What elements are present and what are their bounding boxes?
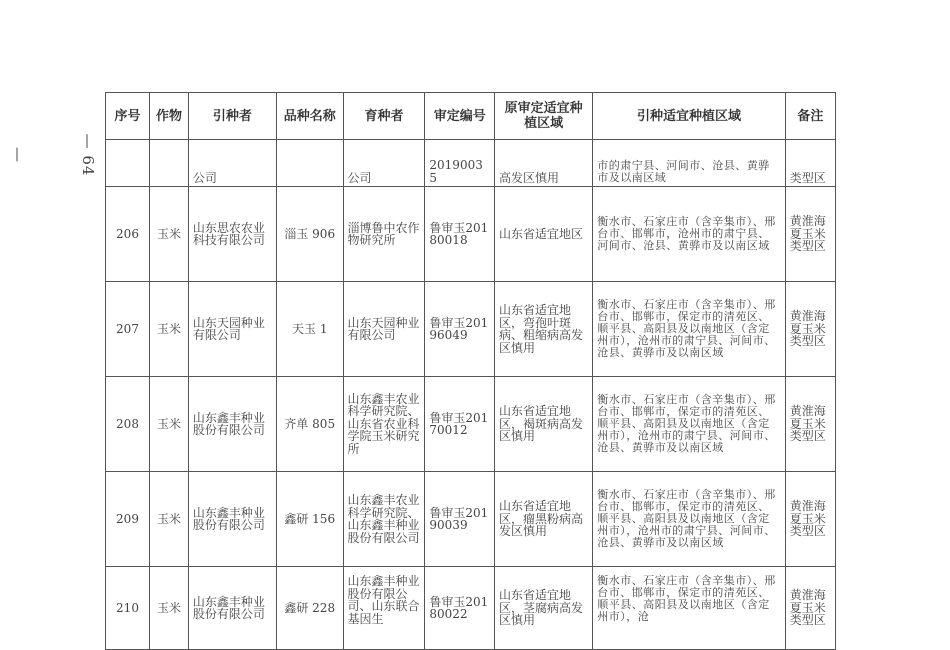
cell-remark: 黄淮海夏玉米类型区	[785, 472, 835, 567]
header-breeder: 育种者	[343, 93, 425, 140]
header-approval: 审定编号	[425, 93, 495, 140]
header-applicant: 引种者	[188, 93, 276, 140]
cell-remark: 类型区	[785, 140, 835, 187]
cell-orig-area: 山东省适宜地区，茎腐病高发区慎用	[495, 567, 593, 650]
cell-applicant: 山东鑫丰种业股份有限公司	[188, 567, 276, 650]
cell-applicant: 山东天园种业有限公司	[188, 282, 276, 377]
cell-applicant: 山东思农农业科技有限公司	[188, 187, 276, 282]
cell-crop	[150, 140, 189, 187]
cell-applicant: 山东鑫丰种业股份有限公司	[188, 472, 276, 567]
cell-no: 210	[106, 567, 150, 650]
cell-orig-area: 山东省适宜地区，褐斑病高发区慎用	[495, 377, 593, 472]
header-no: 序号	[106, 93, 150, 140]
cell-variety: 淄玉 906	[276, 187, 343, 282]
table-row	[106, 472, 836, 567]
cell-intro-area: 衡水市、石家庄市（含辛集市）、邢台市、邯郸市，保定市的清苑区、顺平县、高阳县及以南地区（含定州市），沧州市的肃宁县、河间市、沧县、黄骅市及以南区域	[593, 377, 785, 472]
cell-no: 208	[106, 377, 150, 472]
cell-approval: 20190035	[425, 140, 495, 187]
table-row	[106, 282, 836, 377]
cell-crop: 玉米	[150, 282, 189, 377]
cell-remark: 黄淮海夏玉米类型区	[785, 282, 835, 377]
header-row	[106, 93, 836, 140]
cell-breeder: 山东鑫丰农业科学研究院、山东省农业科学院玉米研究所	[343, 377, 425, 472]
cell-breeder: 淄博鲁中农作物研究所	[343, 187, 425, 282]
cell-intro-area: 衡水市、石家庄市（含辛集市）、邢台市、邯郸市，沧州市的肃宁县、河间市、沧县、黄骅市及以南区域	[593, 187, 785, 282]
header-intro-area: 引种适宜种植区域	[593, 93, 785, 140]
cell-applicant: 山东鑫丰种业股份有限公司	[188, 377, 276, 472]
cell-intro-area: 衡水市、石家庄市（含辛集市）、邢台市、邯郸市，保定市的清苑区、顺平县、高阳县及以南地区（含定州市），沧	[593, 567, 785, 650]
cell-applicant: 公司	[188, 140, 276, 187]
cell-variety: 鑫研 156	[276, 472, 343, 567]
header-remark: 备注	[785, 93, 835, 140]
cell-orig-area: 山东省适宜地区，瘤黑粉病高发区慎用	[495, 472, 593, 567]
cell-intro-area: 衡水市、石家庄市（含辛集市）、邢台市、邯郸市，保定市的清苑区、顺平县、高阳县及以南地区（含定州市），沧州市的肃宁县、河间市、沧县、黄骅市及以南区域	[593, 472, 785, 567]
table-row-continuation	[106, 140, 836, 187]
cell-no: 207	[106, 282, 150, 377]
cell-intro-area: 市的肃宁县、河间市、沧县、黄骅市及以南区域	[593, 140, 785, 187]
cell-orig-area: 山东省适宜地区，弯孢叶斑病、粗缩病高发区慎用	[495, 282, 593, 377]
cell-no	[106, 140, 150, 187]
cell-remark: 黄淮海夏玉米类型区	[785, 187, 835, 282]
header-variety: 品种名称	[276, 93, 343, 140]
cell-approval: 鲁审玉20190039	[425, 472, 495, 567]
cell-crop: 玉米	[150, 377, 189, 472]
cell-approval: 鲁审玉20180018	[425, 187, 495, 282]
header-crop: 作物	[150, 93, 189, 140]
cell-orig-area: 高发区慎用	[495, 140, 593, 187]
cell-remark: 黄淮海夏玉米类型区	[785, 377, 835, 472]
page-number: — 64 —	[9, 133, 97, 177]
cell-variety: 齐单 805	[276, 377, 343, 472]
cell-breeder: 山东天园种业有限公司	[343, 282, 425, 377]
header-orig-area: 原审定适宜种植区域	[495, 93, 593, 140]
cell-crop: 玉米	[150, 187, 189, 282]
cell-no: 209	[106, 472, 150, 567]
cell-orig-area: 山东省适宜地区	[495, 187, 593, 282]
table-row	[106, 187, 836, 282]
cell-variety: 天玉 1	[276, 282, 343, 377]
table-row	[106, 377, 836, 472]
cell-variety	[276, 140, 343, 187]
variety-table	[105, 92, 836, 650]
cell-approval: 鲁审玉20196049	[425, 282, 495, 377]
table-row	[106, 567, 836, 650]
cell-approval: 鲁审玉20170012	[425, 377, 495, 472]
cell-breeder: 公司	[343, 140, 425, 187]
cell-intro-area: 衡水市、石家庄市（含辛集市）、邢台市、邯郸市，保定市的清苑区、顺平县、高阳县及以南地区（含定州市），沧州市的肃宁县、河间市、沧县、黄骅市及以南区域	[593, 282, 785, 377]
cell-crop: 玉米	[150, 567, 189, 650]
cell-breeder: 山东鑫丰种业股份有限公司、山东联合基因生	[343, 567, 425, 650]
cell-no: 206	[106, 187, 150, 282]
cell-variety: 鑫研 228	[276, 567, 343, 650]
cell-remark: 黄淮海夏玉米类型区	[785, 567, 835, 650]
cell-breeder: 山东鑫丰农业科学研究院、山东鑫丰种业股份有限公司	[343, 472, 425, 567]
cell-approval: 鲁审玉20180022	[425, 567, 495, 650]
cell-crop: 玉米	[150, 472, 189, 567]
